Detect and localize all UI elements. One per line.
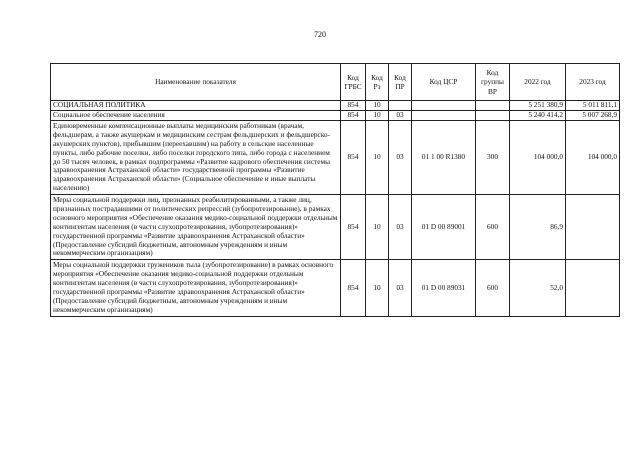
- row-2023: 104 000,0: [566, 121, 620, 195]
- header-csr: Код ЦСР: [412, 64, 476, 101]
- row-csr: 01 1 00 R1380: [412, 121, 476, 195]
- row-grbs: 854: [341, 101, 366, 111]
- header-name: Наименование показателя: [51, 64, 341, 101]
- row-grbs: 854: [341, 195, 366, 260]
- row-pr: 03: [389, 121, 412, 195]
- table-row: [51, 111, 620, 121]
- row-csr: [412, 101, 476, 111]
- header-grbs: Код ГРБС: [341, 64, 366, 101]
- row-rz: 10: [366, 101, 389, 111]
- row-vr: 300: [476, 121, 510, 195]
- header-2022: 2022 год: [510, 64, 566, 101]
- table-row: [51, 195, 620, 260]
- row-grbs: 854: [341, 111, 366, 121]
- row-2023: [566, 195, 620, 260]
- row-vr: 600: [476, 195, 510, 260]
- row-2022: 52,0: [510, 260, 566, 316]
- row-name: СОЦИАЛЬНАЯ ПОЛИТИКА: [51, 101, 341, 111]
- row-csr: 01 D 00 89031: [412, 260, 476, 316]
- row-rz: 10: [366, 121, 389, 195]
- budget-table: [50, 63, 620, 317]
- row-2022: 5 251 380,9: [510, 101, 566, 111]
- row-pr: 03: [389, 195, 412, 260]
- header-pr: Код ПР: [389, 64, 412, 101]
- table-header-row: [51, 64, 620, 101]
- row-vr: [476, 111, 510, 121]
- row-2023: [566, 260, 620, 316]
- row-grbs: 854: [341, 121, 366, 195]
- row-rz: 10: [366, 111, 389, 121]
- header-2023: 2023 год: [566, 64, 620, 101]
- row-csr: 01 D 00 89001: [412, 195, 476, 260]
- row-2022: 104 000,0: [510, 121, 566, 195]
- row-name: Меры социальной поддержки тружеников тыла (зубопротезирование) в рамках основного мероприятия «Обеспечение оказания медико-социальной поддержки отдельным контингентам населения (в части слухопротезирования, зубопротезирования)» государственной программы «Развитие здравоохранения Астраханской области» (Предоставление субсидий бюджетным, автономным учреждениям и иным некоммерческим организациям): [51, 260, 341, 316]
- table-row: [51, 121, 620, 195]
- row-grbs: 854: [341, 260, 366, 316]
- table-row: [51, 101, 620, 111]
- table-row: [51, 260, 620, 316]
- row-pr: 03: [389, 111, 412, 121]
- row-vr: 600: [476, 260, 510, 316]
- row-rz: 10: [366, 195, 389, 260]
- row-2023: 5 011 811,1: [566, 101, 620, 111]
- header-vr: Код группы ВР: [476, 64, 510, 101]
- row-csr: [412, 111, 476, 121]
- row-name: Социальное обеспечение населения: [51, 111, 341, 121]
- row-rz: 10: [366, 260, 389, 316]
- row-pr: [389, 101, 412, 111]
- row-name: Единовременные компенсационные выплаты медицинским работникам (врачам, фельдшерам, а также акушеркам и медицинским сестрам фельдшерских и фельдшерско-акушерских пунктов), прибывшим (переехавшим) на работу в сельские населенные пункты, либо рабочие поселки, либо поселки городского типа, либо города с населением до 50 тысяч человек, в рамках подпрограммы «Развитие кадрового обеспечения системы здравоохранения Астраханской области» государственной программы «Развитие здравоохранения Астраханской области» (Социальное обеспечение и иные выплаты населению): [51, 121, 341, 195]
- row-2022: 5 240 414,2: [510, 111, 566, 121]
- row-2022: 86,9: [510, 195, 566, 260]
- page-number: 720: [314, 30, 326, 39]
- row-pr: 03: [389, 260, 412, 316]
- row-2023: 5 007 268,9: [566, 111, 620, 121]
- row-vr: [476, 101, 510, 111]
- row-name: Меры социальной поддержки лиц, признанных реабилитированными, а также лиц, признанных пострадавшими от политических репрессий (зубопротезирование), в рамках основного мероприятия «Обеспечение оказания медико-социальной поддержки отдельным контингентам населения (в части слухопротезирования, зубопротезирования)» государственной программы «Развитие здравоохранения Астраханской области» (Предоставление субсидий бюджетным, автономным учреждениям и иным некоммерческим организациям): [51, 195, 341, 260]
- header-rz: Код Рз: [366, 64, 389, 101]
